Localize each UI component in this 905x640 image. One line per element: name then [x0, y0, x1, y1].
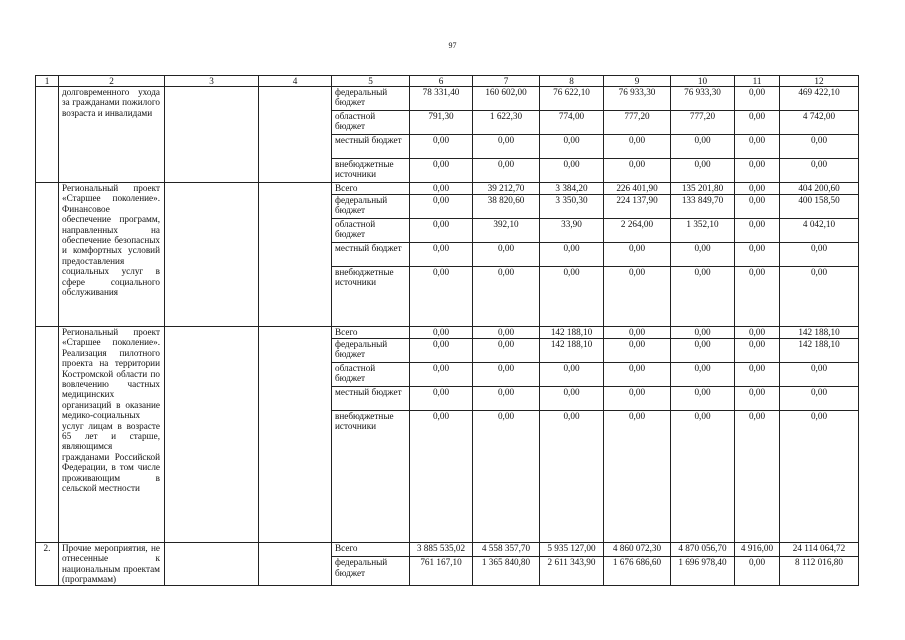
- amount-cell: 0,00: [780, 411, 859, 543]
- measure-description: Региональный проект «Старшее поколение». Реализация пилотного проекта на территории Костромской области по вовлечению частных медицинских организаций в оказание медико-социальных услуг лицам в возрасте 65 лет и старше, являющимся гражданами Российской Федерации, в том числе проживающим в сельской местности: [62, 327, 160, 494]
- amount-cell: 0,00: [473, 363, 540, 387]
- amount-cell: 76 933,30: [671, 87, 735, 111]
- funding-source-cell: областной бюджет: [332, 111, 410, 135]
- amount-cell: 0,00: [604, 267, 671, 327]
- table-row: [36, 327, 859, 339]
- amount-cell: 0,00: [473, 327, 540, 339]
- row-index-cell: [36, 183, 59, 327]
- amount-cell: 39 212,70: [473, 183, 540, 195]
- amount-cell: 2 611 343,90: [540, 557, 604, 585]
- amount-cell: 404 200,60: [780, 183, 859, 195]
- amount-cell: 0,00: [735, 557, 780, 585]
- amount-cell: 1 676 686,60: [604, 557, 671, 585]
- col-4-cell: [259, 327, 332, 543]
- amount-cell: 0,00: [473, 267, 540, 327]
- amount-cell: 142 188,10: [540, 327, 604, 339]
- amount-cell: 0,00: [735, 411, 780, 543]
- amount-cell: 76 622,10: [540, 87, 604, 111]
- amount-cell: 0,00: [540, 387, 604, 411]
- amount-cell: 1 622,30: [473, 111, 540, 135]
- financing-table: [35, 75, 859, 586]
- col-4-cell: [259, 183, 332, 327]
- amount-cell: 142 188,10: [780, 327, 859, 339]
- amount-cell: 76 933,30: [604, 87, 671, 111]
- header-cell: 10: [671, 76, 735, 87]
- amount-cell: 0,00: [540, 243, 604, 267]
- amount-cell: 4 870 056,70: [671, 543, 735, 557]
- amount-cell: 4 558 357,70: [473, 543, 540, 557]
- amount-cell: 392,10: [473, 219, 540, 243]
- amount-cell: 160 602,00: [473, 87, 540, 111]
- header-cell: 11: [735, 76, 780, 87]
- amount-cell: 0,00: [671, 327, 735, 339]
- amount-cell: 0,00: [604, 411, 671, 543]
- amount-cell: 0,00: [671, 339, 735, 363]
- funding-source-cell: местный бюджет: [332, 135, 410, 159]
- amount-cell: 1 696 978,40: [671, 557, 735, 585]
- amount-cell: 0,00: [780, 363, 859, 387]
- amount-cell: 469 422,10: [780, 87, 859, 111]
- amount-cell: 0,00: [735, 219, 780, 243]
- amount-cell: 777,20: [604, 111, 671, 135]
- funding-source-cell: областной бюджет: [332, 219, 410, 243]
- amount-cell: 224 137,90: [604, 195, 671, 219]
- amount-cell: 774,00: [540, 111, 604, 135]
- amount-cell: 0,00: [780, 267, 859, 327]
- measure-description: Прочие мероприятия, не отнесенные к национальным проектам (программам): [62, 543, 160, 585]
- amount-cell: 0,00: [410, 219, 473, 243]
- page-number: 97: [448, 41, 457, 50]
- amount-cell: 0,00: [473, 339, 540, 363]
- funding-source-cell: федеральный бюджет: [332, 195, 410, 219]
- amount-cell: 761 167,10: [410, 557, 473, 585]
- amount-cell: 0,00: [540, 135, 604, 159]
- amount-cell: 0,00: [473, 159, 540, 183]
- funding-source-cell: внебюджетные источники: [332, 159, 410, 183]
- col-3-cell: [165, 87, 259, 183]
- amount-cell: 1 365 840,80: [473, 557, 540, 585]
- amount-cell: 4 860 072,30: [604, 543, 671, 557]
- amount-cell: 0,00: [671, 267, 735, 327]
- header-cell: 12: [780, 76, 859, 87]
- funding-source-cell: областной бюджет: [332, 363, 410, 387]
- amount-cell: 133 849,70: [671, 195, 735, 219]
- header-cell: 6: [410, 76, 473, 87]
- financing-table-sheet: [35, 75, 858, 586]
- row-index-cell: [36, 327, 59, 543]
- amount-cell: 0,00: [735, 387, 780, 411]
- amount-cell: 791,30: [410, 111, 473, 135]
- amount-cell: 0,00: [604, 243, 671, 267]
- row-index-cell: [36, 87, 59, 183]
- amount-cell: 2 264,00: [604, 219, 671, 243]
- amount-cell: 0,00: [410, 339, 473, 363]
- amount-cell: 0,00: [735, 183, 780, 195]
- amount-cell: 1 352,10: [671, 219, 735, 243]
- amount-cell: 0,00: [735, 363, 780, 387]
- amount-cell: 0,00: [671, 243, 735, 267]
- amount-cell: 24 114 064,72: [780, 543, 859, 557]
- amount-cell: 5 935 127,00: [540, 543, 604, 557]
- amount-cell: 0,00: [604, 387, 671, 411]
- amount-cell: 0,00: [735, 267, 780, 327]
- amount-cell: 0,00: [473, 135, 540, 159]
- amount-cell: 4 742,00: [780, 111, 859, 135]
- measure-description: долговременного ухода за гражданами пожилого возраста и инвалидами: [62, 87, 160, 118]
- amount-cell: 0,00: [780, 387, 859, 411]
- table-header: [36, 76, 859, 87]
- funding-source-cell: Всего: [332, 543, 410, 557]
- amount-cell: 0,00: [410, 411, 473, 543]
- funding-source-cell: местный бюджет: [332, 387, 410, 411]
- amount-cell: 4 916,00: [735, 543, 780, 557]
- measure-description-cell: [59, 87, 165, 183]
- amount-cell: 0,00: [540, 267, 604, 327]
- header-cell: 2: [59, 76, 165, 87]
- amount-cell: 0,00: [735, 87, 780, 111]
- amount-cell: 0,00: [735, 135, 780, 159]
- funding-source-cell: федеральный бюджет: [332, 557, 410, 585]
- amount-cell: 0,00: [735, 243, 780, 267]
- measure-description-cell: [59, 543, 165, 586]
- amount-cell: 0,00: [410, 195, 473, 219]
- amount-cell: 0,00: [410, 135, 473, 159]
- funding-source-cell: федеральный бюджет: [332, 339, 410, 363]
- amount-cell: 0,00: [671, 135, 735, 159]
- funding-source-cell: внебюджетные источники: [332, 411, 410, 543]
- table-row: [36, 543, 859, 557]
- amount-cell: 0,00: [540, 411, 604, 543]
- amount-cell: 0,00: [735, 339, 780, 363]
- amount-cell: 400 158,50: [780, 195, 859, 219]
- header-cell: 3: [165, 76, 259, 87]
- amount-cell: 0,00: [671, 411, 735, 543]
- amount-cell: 0,00: [604, 363, 671, 387]
- amount-cell: 0,00: [735, 195, 780, 219]
- amount-cell: 0,00: [540, 363, 604, 387]
- table-row: [36, 183, 859, 195]
- amount-cell: 0,00: [604, 327, 671, 339]
- amount-cell: 0,00: [604, 339, 671, 363]
- table-row: [36, 87, 859, 111]
- amount-cell: 0,00: [671, 363, 735, 387]
- header-cell: 7: [473, 76, 540, 87]
- header-row: [36, 76, 859, 87]
- amount-cell: 0,00: [410, 327, 473, 339]
- amount-cell: 0,00: [410, 243, 473, 267]
- amount-cell: 0,00: [780, 159, 859, 183]
- amount-cell: 3 350,30: [540, 195, 604, 219]
- col-4-cell: [259, 87, 332, 183]
- amount-cell: 8 112 016,80: [780, 557, 859, 585]
- amount-cell: 0,00: [735, 327, 780, 339]
- amount-cell: 226 401,90: [604, 183, 671, 195]
- amount-cell: 0,00: [410, 363, 473, 387]
- amount-cell: 777,20: [671, 111, 735, 135]
- amount-cell: 3 885 535,02: [410, 543, 473, 557]
- col-4-cell: [259, 543, 332, 586]
- amount-cell: 0,00: [735, 159, 780, 183]
- amount-cell: 0,00: [410, 267, 473, 327]
- amount-cell: 0,00: [540, 159, 604, 183]
- col-3-cell: [165, 183, 259, 327]
- amount-cell: 0,00: [473, 243, 540, 267]
- amount-cell: 4 042,10: [780, 219, 859, 243]
- header-cell: 4: [259, 76, 332, 87]
- amount-cell: 0,00: [604, 159, 671, 183]
- amount-cell: 0,00: [410, 183, 473, 195]
- amount-cell: 142 188,10: [780, 339, 859, 363]
- amount-cell: 0,00: [735, 111, 780, 135]
- col-3-cell: [165, 327, 259, 543]
- measure-description-cell: [59, 183, 165, 327]
- funding-source-cell: Всего: [332, 183, 410, 195]
- row-index-cell: 2.: [36, 543, 59, 586]
- amount-cell: 135 201,80: [671, 183, 735, 195]
- header-cell: 5: [332, 76, 410, 87]
- header-cell: 1: [36, 76, 59, 87]
- funding-source-cell: внебюджетные источники: [332, 267, 410, 327]
- funding-source-cell: федеральный бюджет: [332, 87, 410, 111]
- amount-cell: 0,00: [410, 159, 473, 183]
- funding-source-cell: местный бюджет: [332, 243, 410, 267]
- amount-cell: 142 188,10: [540, 339, 604, 363]
- amount-cell: 0,00: [473, 387, 540, 411]
- col-3-cell: [165, 543, 259, 586]
- amount-cell: 0,00: [780, 135, 859, 159]
- amount-cell: 3 384,20: [540, 183, 604, 195]
- amount-cell: 0,00: [473, 411, 540, 543]
- amount-cell: 33,90: [540, 219, 604, 243]
- header-cell: 9: [604, 76, 671, 87]
- amount-cell: 0,00: [671, 387, 735, 411]
- amount-cell: 0,00: [410, 387, 473, 411]
- amount-cell: 78 331,40: [410, 87, 473, 111]
- amount-cell: 38 820,60: [473, 195, 540, 219]
- measure-description: Региональный проект «Старшее поколение». Финансовое обеспечение программ, направленных на обеспечение безопасных и комфортных условий предоставления социальных услуг в сфере социального обслуживания: [62, 183, 160, 298]
- funding-source-cell: Всего: [332, 327, 410, 339]
- amount-cell: 0,00: [604, 135, 671, 159]
- measure-description-cell: [59, 327, 165, 543]
- amount-cell: 0,00: [780, 243, 859, 267]
- table-body: [36, 87, 859, 586]
- amount-cell: 0,00: [671, 159, 735, 183]
- header-cell: 8: [540, 76, 604, 87]
